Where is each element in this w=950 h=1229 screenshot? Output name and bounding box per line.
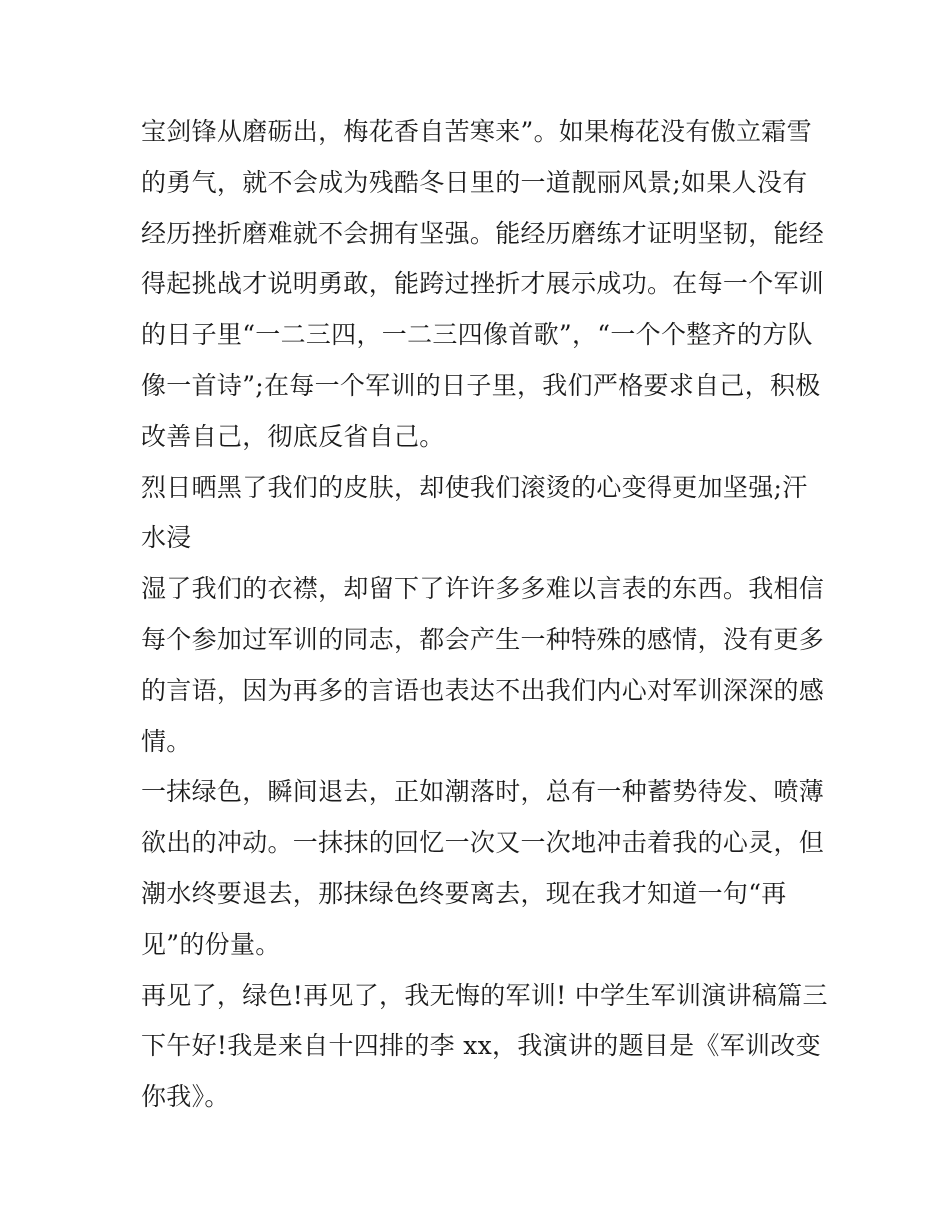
text-line: 你我》。 [141,1082,230,1112]
text-line: 的言语，因为再多的言语也表达不出我们内心对军训深深的感 [141,675,825,705]
text-line: 像一首诗”;在每一个军训的日子里，我们严格要求自己，积极 [141,370,821,400]
text-line: 湿了我们的衣襟，却留下了许许多多难以言表的东西。我相信 [141,574,825,604]
text-line: 水浸 [141,523,192,553]
text-line: 烈日晒黑了我们的皮肤，却使我们滚烫的心变得更加坚强;汗 [141,472,808,502]
text-line: 一抹绿色，瞬间退去，正如潮落时，总有一种蓄势待发、喷薄 [141,777,825,807]
text-line: 欲出的冲动。一抹抹的回忆一次又一次地冲击着我的心灵，但 [141,828,825,858]
body-text [141,107,828,1123]
text-line: 潮水终要退去，那抹绿色终要离去，现在我才知道一句“再 [141,878,787,908]
text-line: 每个参加过军训的同志，都会产生一种特殊的感情，没有更多 [141,624,825,654]
text-line: 见”的份量。 [141,929,281,959]
text-line: 下午好!我是来自十四排的李 xx，我演讲的题目是《军训改变 [141,1031,821,1061]
text-line: 再见了，绿色!再见了，我无悔的军训! 中学生军训演讲稿篇三 [141,980,828,1010]
text-line: 的日子里“一二三四，一二三四像首歌”，“一个个整齐的方队 [141,320,813,350]
text-line: 宝剑锋从磨砺出，梅花香自苦寒来”。如果梅花没有傲立霜雪 [141,117,812,146]
text-line: 得起挑战才说明勇敢，能跨过挫折才展示成功。在每一个军训 [141,269,825,299]
text-line: 经历挫折磨难就不会拥有坚强。能经历磨练才证明坚韧，能经 [141,218,825,248]
text-line: 情。 [141,726,192,756]
text-line: 改善自己，彻底反省自己。 [141,421,445,451]
text-line: 的勇气，就不会成为残酷冬日里的一道靓丽风景;如果人没有 [141,167,808,197]
